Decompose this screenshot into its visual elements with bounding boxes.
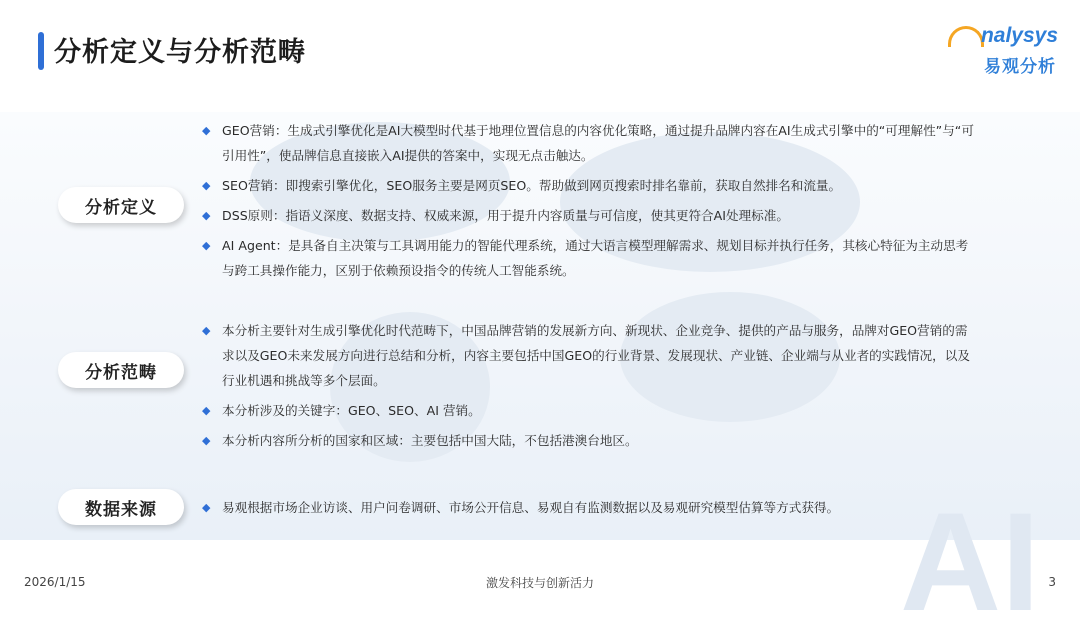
list-item [202,398,974,423]
list-item [202,173,974,198]
bullet-text: 易观根据市场企业访谈、用户问卷调研、市场公开信息、易观自有监测数据以及易观研究模型估算等方式获得。 [222,500,840,515]
list-item [202,203,974,228]
footer-slogan: 激发科技与创新活力 [485,576,594,590]
section-label-scope: 分析范畴 [58,352,184,388]
footer-date: 2026/1/15 [24,575,86,589]
scope-bullet-list [202,318,974,458]
page-number: 3 [1048,575,1056,589]
list-item [202,318,974,393]
bullet-text: GEO营销：生成式引擎优化是AI大模型时代基于地理位置信息的内容优化策略，通过提升品牌内容在AI生成式引擎中的“可理解性”与“可引用性”，使品牌信息直接嵌入AI提供的答案中，实现无点击触达。 [222,123,974,163]
logo-chinese-name: 易观分析 [984,57,1056,77]
diamond-bullet-icon: ◆ [202,501,211,514]
diamond-bullet-icon: ◆ [202,404,211,417]
bullet-text: AI Agent：是具备自主决策与工具调用能力的智能代理系统，通过大语言模型理解需求、规划目标并执行任务，其核心特征为主动思考与跨工具操作能力，区别于依赖预设指令的传统人工智能系统。 [222,238,969,278]
list-item [202,428,974,453]
bullet-text: DSS原则：指语义深度、数据支持、权威来源，用于提升内容质量与可信度，使其更符合AI处理标准。 [222,208,789,223]
bullet-text: 本分析主要针对生成引擎优化时代范畴下，中国品牌营销的发展新方向、新现状、企业竞争、提供的产品与服务，品牌对GEO营销的需求以及GEO未来发展方向进行总结和分析，内容主要包括中国GEO的行业背景、发展现状、产业链、企业端与从业者的实践情况，以及行业机遇和挑战等多个层面。 [222,323,970,388]
list-item [202,233,974,283]
section-label-data-source: 数据来源 [58,489,184,525]
section-label-definition: 分析定义 [58,187,184,223]
logo-arc-icon [948,26,984,47]
page-title: 分析定义与分析范畴 [54,37,306,68]
list-item [202,118,974,168]
ai-watermark: AI [900,483,1040,640]
data-source-bullet-list [202,495,974,525]
definition-bullet-list [202,118,974,288]
diamond-bullet-icon: ◆ [202,179,211,192]
bullet-text: 本分析内容所分析的国家和区域：主要包括中国大陆，不包括港澳台地区。 [222,433,638,448]
company-logo [948,24,1058,80]
list-item [202,495,974,520]
diamond-bullet-icon: ◆ [202,434,211,447]
diamond-bullet-icon: ◆ [202,124,211,137]
diamond-bullet-icon: ◆ [202,209,211,222]
diamond-bullet-icon: ◆ [202,324,211,337]
bullet-text: 本分析涉及的关键字：GEO、SEO、AI 营销。 [222,403,481,418]
bullet-text: SEO营销：即搜索引擎优化，SEO服务主要是网页SEO。帮助做到网页搜索时排名靠前，获取自然排名和流量。 [222,178,842,193]
diamond-bullet-icon: ◆ [202,239,211,252]
title-accent-bar [38,32,44,70]
logo-wordmark: nalysys [980,24,1058,47]
